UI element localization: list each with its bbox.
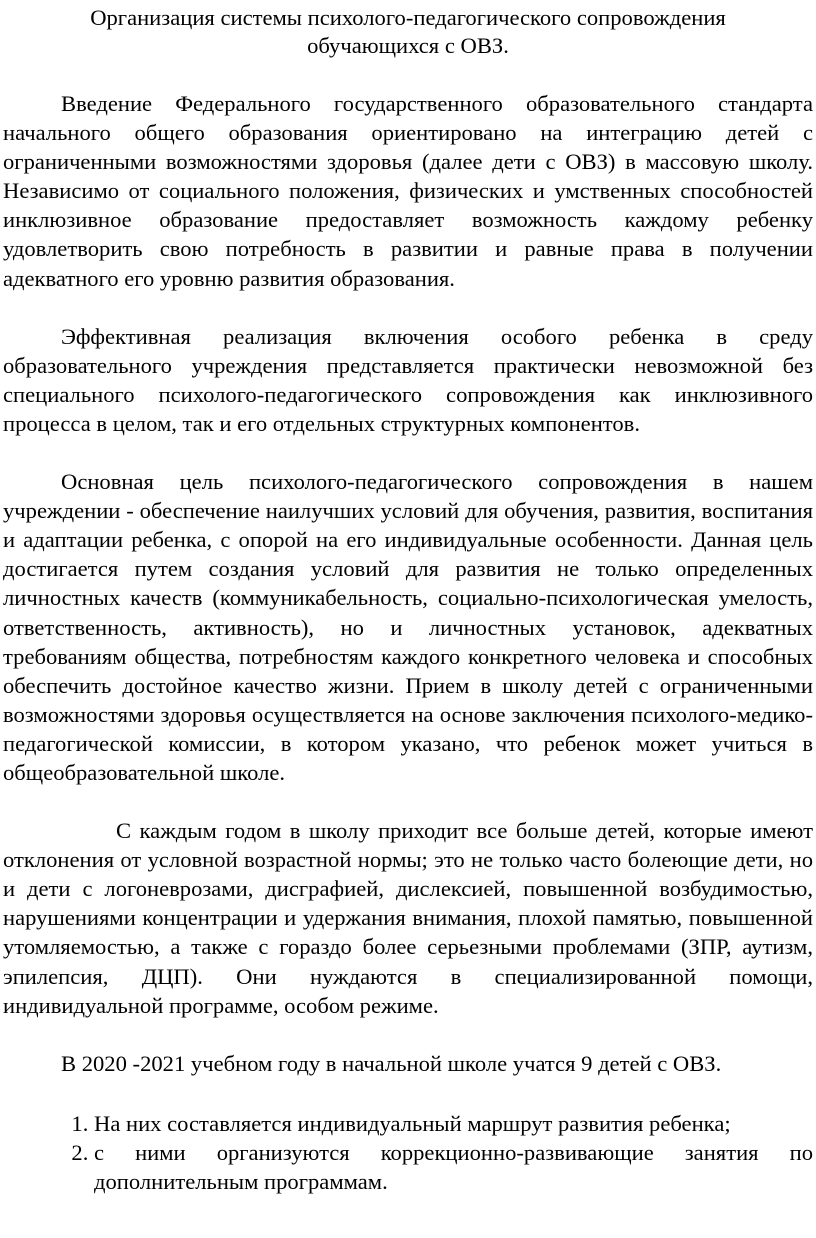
- list-item: 1. На них составляется индивидуальный маршрут развития ребенка;: [94, 1109, 813, 1138]
- document-title: Организация системы психолого-педагогического сопровождения обучающихся с ОВЗ.: [90, 5, 726, 58]
- paragraph-main-goal: Основная цель психолого-педагогического сопровождения в нашем учреждении - обеспечение наилучших условий для обучения, развития, воспитания и адаптации ребенка, с опорой на его индивидуальные особенности. Данная цель достигается путем создания условий для развития не только определенных личностных качеств (коммуникабельность, социально-психологическая умелость, ответственность, активность), но и личностных установок, адекватных требованиям общества, потребностям каждого конкретного человека и способных обеспечить достойное качество жизни. Прием в школу детей с ограниченными возможностями здоровья осуществляется на основе заключения психолого-медико-педагогической комиссии, в котором указано, что ребенок может учиться в общеобразовательной школе.: [3, 469, 813, 785]
- measures-list: [3, 1109, 813, 1196]
- paragraph-introduction: Введение Федерального государственного образовательного стандарта начального общего образования ориентировано на интеграцию детей с ограниченными возможностями здоровья (далее дети с ОВЗ) в массовую школу. Независимо от социального положения, физических и умственных способностей инклюзивное образование предоставляет возможность каждому ребенку удовлетворить свою потребность в развитии и равные права в получении адекватного его уровню развития образования.: [3, 91, 813, 291]
- paragraph-effective-inclusion: Эффективная реализация включения особого ребенка в среду образовательного учреждения представляется практически невозможной без специального психолого-педагогического сопровождения как инклюзивного процесса в целом, так и его отдельных структурных компонентов.: [3, 323, 813, 436]
- list-item: 2. с ними организуются коррекционно-развивающие занятия по дополнительным программам.: [94, 1138, 813, 1196]
- paragraph-yearly-increase: С каждым годом в школу приходит все больше детей, которые имеют отклонения от условной возрастной нормы; это не только часто болеющие дети, но и дети с логоневрозами, дисграфией, дислексией, повышенной возбудимостью, нарушениями концентрации и удержания внимания, плохой памятью, повышенной утомляемостью, а также с гораздо более серьезными проблемами (ЗПР, аутизм, эпилепсия, ДЦП). Они нуждаются в специализированной помощи, индивидуальной программе, особом режиме.: [3, 818, 813, 1018]
- paragraph-current-year: В 2020 -2021 учебном году в начальной школе учатся 9 детей с ОВЗ.: [61, 1050, 722, 1076]
